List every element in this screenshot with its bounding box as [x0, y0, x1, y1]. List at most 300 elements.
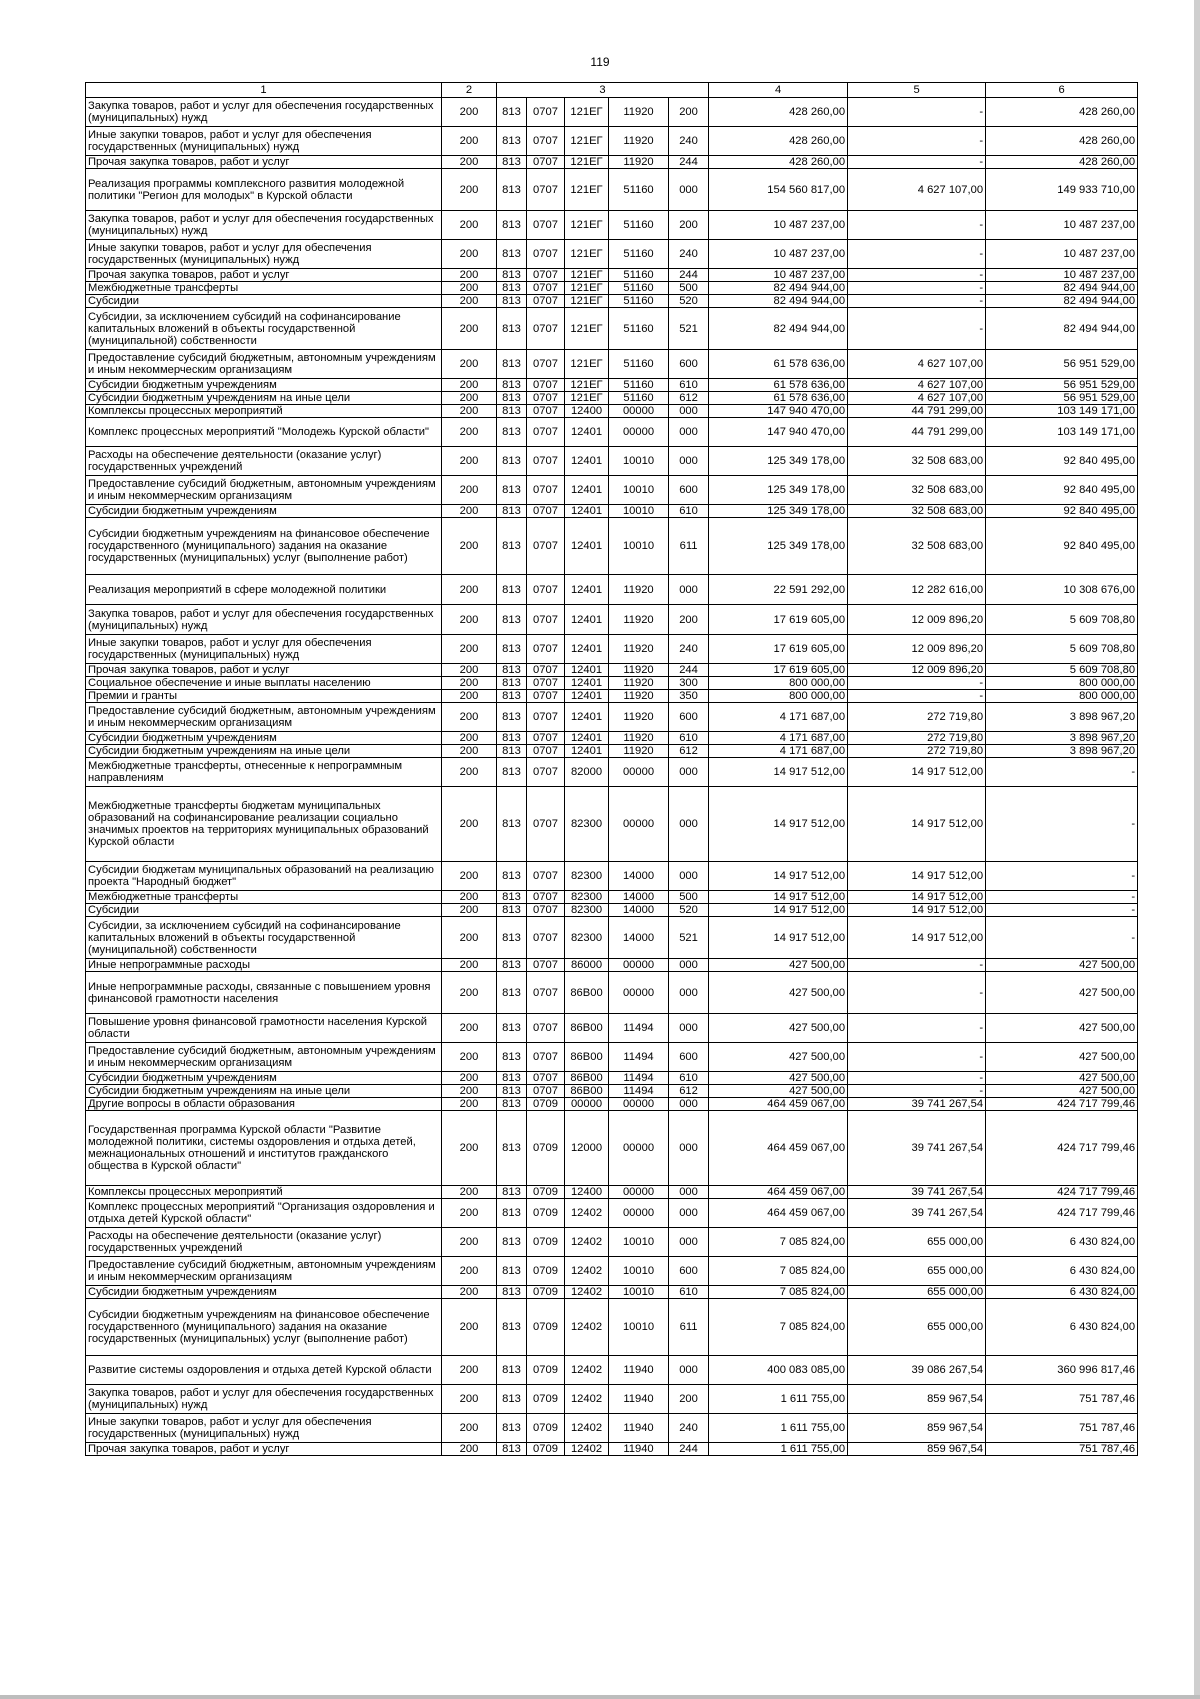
table-row [86, 240, 1138, 269]
row-code-section: 0707 [527, 379, 565, 392]
row-code-expense-type: 000 [669, 959, 709, 972]
row-value-4: 1 611 755,00 [709, 1414, 848, 1443]
row-code-2: 200 [442, 1085, 497, 1098]
table-row [86, 211, 1138, 240]
row-code-grbs: 813 [497, 269, 527, 282]
row-name: Другие вопросы в области образования [86, 1098, 442, 1111]
row-value-5: 859 967,54 [848, 1414, 986, 1443]
row-code-grbs: 813 [497, 635, 527, 664]
row-code-program: 12000 [565, 1111, 609, 1186]
row-code-2: 200 [442, 972, 497, 1014]
row-name: Субсидии, за исключением субсидий на софинансирование капитальных вложений в объекты государственной (муниципальной) собственности [86, 308, 442, 350]
row-code-direction: 10010 [609, 1299, 669, 1356]
row-value-5: - [848, 98, 986, 127]
row-code-expense-type: 000 [669, 447, 709, 476]
row-code-direction: 51160 [609, 308, 669, 350]
row-value-6: 82 494 944,00 [986, 282, 1138, 295]
row-value-4: 147 940 470,00 [709, 418, 848, 447]
table-row [86, 1385, 1138, 1414]
row-code-grbs: 813 [497, 732, 527, 745]
row-name: Субсидии бюджетам муниципальных образований на реализацию проекта "Народный бюджет" [86, 862, 442, 891]
row-value-4: 61 578 636,00 [709, 350, 848, 379]
row-value-6: 428 260,00 [986, 127, 1138, 156]
row-value-4: 427 500,00 [709, 1014, 848, 1043]
row-value-5: - [848, 690, 986, 703]
row-value-5: 39 086 267,54 [848, 1356, 986, 1385]
row-code-direction: 00000 [609, 1186, 669, 1199]
row-code-program: 121ЕГ [565, 308, 609, 350]
row-value-6: 427 500,00 [986, 1085, 1138, 1098]
row-code-section: 0707 [527, 1085, 565, 1098]
row-code-program: 121ЕГ [565, 295, 609, 308]
row-code-direction: 11920 [609, 703, 669, 732]
table-row [86, 269, 1138, 282]
row-name: Иные закупки товаров, работ и услуг для обеспечения государственных (муниципальных) нужд [86, 635, 442, 664]
row-name: Предоставление субсидий бюджетным, автономным учреждениям и иным некоммерческим организациям [86, 703, 442, 732]
row-value-5: 14 917 512,00 [848, 891, 986, 904]
row-code-direction: 11940 [609, 1443, 669, 1456]
row-name: Прочая закупка товаров, работ и услуг [86, 664, 442, 677]
row-code-grbs: 813 [497, 1286, 527, 1299]
table-row [86, 505, 1138, 518]
row-code-program: 82300 [565, 787, 609, 862]
row-value-5: - [848, 959, 986, 972]
row-code-2: 200 [442, 1098, 497, 1111]
scan-edge [1194, 0, 1200, 1699]
row-code-section: 0707 [527, 350, 565, 379]
row-name: Субсидии бюджетным учреждениям [86, 1286, 442, 1299]
row-code-direction: 11920 [609, 605, 669, 635]
row-code-expense-type: 600 [669, 1043, 709, 1072]
row-code-direction: 11920 [609, 690, 669, 703]
row-value-6: 427 500,00 [986, 1043, 1138, 1072]
row-code-expense-type: 000 [669, 575, 709, 605]
row-code-direction: 51160 [609, 350, 669, 379]
row-value-6: 424 717 799,46 [986, 1111, 1138, 1186]
row-code-section: 0707 [527, 1014, 565, 1043]
row-code-direction: 00000 [609, 758, 669, 787]
row-name: Закупка товаров, работ и услуг для обеспечения государственных (муниципальных) нужд [86, 211, 442, 240]
row-code-2: 200 [442, 1257, 497, 1286]
row-code-section: 0709 [527, 1098, 565, 1111]
row-value-6: 56 951 529,00 [986, 379, 1138, 392]
table-row [86, 295, 1138, 308]
row-value-6: 428 260,00 [986, 98, 1138, 127]
row-value-6: 92 840 495,00 [986, 447, 1138, 476]
row-value-5: - [848, 308, 986, 350]
row-code-direction: 10010 [609, 476, 669, 505]
row-value-5: - [848, 282, 986, 295]
row-code-direction: 00000 [609, 1098, 669, 1111]
row-value-5: 272 719,80 [848, 732, 986, 745]
table-row [86, 518, 1138, 575]
row-value-5: - [848, 972, 986, 1014]
row-code-expense-type: 200 [669, 98, 709, 127]
row-code-program: 12401 [565, 605, 609, 635]
table-row [86, 1414, 1138, 1443]
row-value-5: 4 627 107,00 [848, 379, 986, 392]
row-code-section: 0707 [527, 518, 565, 575]
row-name: Субсидии бюджетным учреждениям [86, 379, 442, 392]
row-code-program: 82000 [565, 758, 609, 787]
row-code-section: 0707 [527, 745, 565, 758]
row-value-4: 82 494 944,00 [709, 308, 848, 350]
row-code-grbs: 813 [497, 891, 527, 904]
row-code-grbs: 813 [497, 690, 527, 703]
row-code-grbs: 813 [497, 664, 527, 677]
row-value-5: 39 741 267,54 [848, 1199, 986, 1228]
table-row [86, 917, 1138, 959]
row-value-6: 427 500,00 [986, 959, 1138, 972]
row-code-2: 200 [442, 1072, 497, 1085]
row-code-expense-type: 244 [669, 156, 709, 169]
row-value-6: 424 717 799,46 [986, 1199, 1138, 1228]
row-value-4: 1 611 755,00 [709, 1385, 848, 1414]
row-code-program: 12401 [565, 575, 609, 605]
table-row [86, 904, 1138, 917]
row-value-6: 5 609 708,80 [986, 635, 1138, 664]
row-code-grbs: 813 [497, 518, 527, 575]
row-code-program: 12401 [565, 732, 609, 745]
row-code-program: 12402 [565, 1286, 609, 1299]
row-value-4: 428 260,00 [709, 156, 848, 169]
row-code-direction: 14000 [609, 862, 669, 891]
row-code-expense-type: 200 [669, 605, 709, 635]
row-code-2: 200 [442, 350, 497, 379]
row-code-2: 200 [442, 745, 497, 758]
header-col-6: 6 [986, 83, 1138, 98]
row-code-grbs: 813 [497, 703, 527, 732]
row-value-6: 103 149 171,00 [986, 405, 1138, 418]
row-value-5: 859 967,54 [848, 1385, 986, 1414]
row-value-5: 12 282 616,00 [848, 575, 986, 605]
row-value-5: - [848, 240, 986, 269]
row-code-expense-type: 000 [669, 787, 709, 862]
table-row [86, 605, 1138, 635]
row-value-5: 4 627 107,00 [848, 169, 986, 211]
table-row [86, 1085, 1138, 1098]
row-code-expense-type: 244 [669, 664, 709, 677]
row-value-4: 10 487 237,00 [709, 211, 848, 240]
row-code-expense-type: 240 [669, 127, 709, 156]
row-code-section: 0707 [527, 732, 565, 745]
row-name: Субсидии бюджетным учреждениям на иные цели [86, 1085, 442, 1098]
row-value-6: - [986, 904, 1138, 917]
row-code-section: 0707 [527, 447, 565, 476]
row-code-expense-type: 610 [669, 1286, 709, 1299]
row-code-2: 200 [442, 677, 497, 690]
row-name: Реализация мероприятий в сфере молодежной политики [86, 575, 442, 605]
row-code-section: 0707 [527, 1043, 565, 1072]
row-code-section: 0709 [527, 1356, 565, 1385]
row-name: Иные закупки товаров, работ и услуг для обеспечения государственных (муниципальных) нужд [86, 127, 442, 156]
row-code-grbs: 813 [497, 1257, 527, 1286]
row-value-6: 6 430 824,00 [986, 1299, 1138, 1356]
row-code-2: 200 [442, 211, 497, 240]
table-row [86, 392, 1138, 405]
row-value-5: 32 508 683,00 [848, 476, 986, 505]
row-code-2: 200 [442, 605, 497, 635]
row-code-direction: 00000 [609, 418, 669, 447]
row-code-program: 121ЕГ [565, 240, 609, 269]
row-code-section: 0707 [527, 476, 565, 505]
row-value-6: 5 609 708,80 [986, 605, 1138, 635]
table-row [86, 891, 1138, 904]
row-code-program: 86В00 [565, 1072, 609, 1085]
row-code-2: 200 [442, 1356, 497, 1385]
row-code-program: 86В00 [565, 1014, 609, 1043]
row-code-program: 12402 [565, 1443, 609, 1456]
row-value-5: 859 967,54 [848, 1443, 986, 1456]
row-code-program: 00000 [565, 1098, 609, 1111]
row-code-direction: 11940 [609, 1356, 669, 1385]
row-code-direction: 00000 [609, 787, 669, 862]
row-code-grbs: 813 [497, 418, 527, 447]
row-code-grbs: 813 [497, 1356, 527, 1385]
row-code-section: 0707 [527, 295, 565, 308]
row-code-grbs: 813 [497, 282, 527, 295]
row-code-expense-type: 521 [669, 917, 709, 959]
row-code-expense-type: 000 [669, 972, 709, 1014]
row-code-direction: 14000 [609, 891, 669, 904]
row-code-2: 200 [442, 392, 497, 405]
row-value-4: 82 494 944,00 [709, 282, 848, 295]
row-code-direction: 11940 [609, 1414, 669, 1443]
table-row [86, 1072, 1138, 1085]
row-code-expense-type: 000 [669, 169, 709, 211]
row-code-expense-type: 612 [669, 1085, 709, 1098]
row-value-5: 12 009 896,20 [848, 605, 986, 635]
row-name: Социальное обеспечение и иные выплаты населению [86, 677, 442, 690]
table-row [86, 127, 1138, 156]
row-code-program: 82300 [565, 862, 609, 891]
row-code-program: 12402 [565, 1257, 609, 1286]
header-col-3: 3 [497, 83, 709, 98]
row-value-5: 44 791 299,00 [848, 405, 986, 418]
row-value-5: - [848, 1014, 986, 1043]
row-value-4: 1 611 755,00 [709, 1443, 848, 1456]
row-code-expense-type: 000 [669, 405, 709, 418]
row-code-expense-type: 000 [669, 1228, 709, 1257]
table-row [86, 350, 1138, 379]
row-code-direction: 51160 [609, 240, 669, 269]
row-value-5: 14 917 512,00 [848, 862, 986, 891]
row-code-section: 0707 [527, 891, 565, 904]
row-code-section: 0707 [527, 575, 565, 605]
row-code-grbs: 813 [497, 127, 527, 156]
row-value-5: 272 719,80 [848, 745, 986, 758]
row-value-5: - [848, 269, 986, 282]
row-code-direction: 11920 [609, 127, 669, 156]
row-value-6: 3 898 967,20 [986, 745, 1138, 758]
header-col-5: 5 [848, 83, 986, 98]
row-value-5: 12 009 896,20 [848, 664, 986, 677]
row-code-program: 12402 [565, 1228, 609, 1257]
row-code-2: 200 [442, 169, 497, 211]
row-value-5: 14 917 512,00 [848, 758, 986, 787]
row-value-6: 82 494 944,00 [986, 308, 1138, 350]
row-value-4: 125 349 178,00 [709, 476, 848, 505]
row-code-expense-type: 200 [669, 1385, 709, 1414]
row-code-section: 0707 [527, 1072, 565, 1085]
table-row [86, 1228, 1138, 1257]
row-value-6: 424 717 799,46 [986, 1098, 1138, 1111]
row-code-section: 0709 [527, 1299, 565, 1356]
row-value-6: 10 308 676,00 [986, 575, 1138, 605]
row-value-6: 56 951 529,00 [986, 350, 1138, 379]
row-code-program: 121ЕГ [565, 211, 609, 240]
row-code-program: 82300 [565, 917, 609, 959]
row-code-2: 200 [442, 98, 497, 127]
row-code-grbs: 813 [497, 1299, 527, 1356]
row-value-4: 464 459 067,00 [709, 1098, 848, 1111]
row-value-4: 14 917 512,00 [709, 787, 848, 862]
row-code-2: 200 [442, 379, 497, 392]
row-code-2: 200 [442, 758, 497, 787]
row-code-grbs: 813 [497, 787, 527, 862]
row-code-2: 200 [442, 1186, 497, 1199]
row-code-expense-type: 000 [669, 1098, 709, 1111]
row-code-expense-type: 000 [669, 758, 709, 787]
row-value-4: 14 917 512,00 [709, 904, 848, 917]
row-code-expense-type: 300 [669, 677, 709, 690]
row-value-4: 464 459 067,00 [709, 1111, 848, 1186]
row-value-6: 149 933 710,00 [986, 169, 1138, 211]
row-code-expense-type: 000 [669, 1014, 709, 1043]
row-value-5: 655 000,00 [848, 1286, 986, 1299]
row-code-2: 200 [442, 405, 497, 418]
row-value-6: 427 500,00 [986, 972, 1138, 1014]
row-value-4: 427 500,00 [709, 1043, 848, 1072]
row-value-4: 428 260,00 [709, 127, 848, 156]
row-code-expense-type: 240 [669, 1414, 709, 1443]
row-code-grbs: 813 [497, 1228, 527, 1257]
row-value-4: 125 349 178,00 [709, 447, 848, 476]
row-code-grbs: 813 [497, 917, 527, 959]
row-code-grbs: 813 [497, 505, 527, 518]
row-code-direction: 14000 [609, 904, 669, 917]
row-code-grbs: 813 [497, 1414, 527, 1443]
row-code-program: 12401 [565, 635, 609, 664]
row-code-2: 200 [442, 635, 497, 664]
row-code-2: 200 [442, 959, 497, 972]
row-code-direction: 51160 [609, 295, 669, 308]
row-code-2: 200 [442, 904, 497, 917]
row-value-4: 10 487 237,00 [709, 240, 848, 269]
table-row [86, 690, 1138, 703]
row-name: Иные закупки товаров, работ и услуг для обеспечения государственных (муниципальных) нужд [86, 240, 442, 269]
row-value-4: 14 917 512,00 [709, 917, 848, 959]
row-code-grbs: 813 [497, 575, 527, 605]
row-code-direction: 51160 [609, 282, 669, 295]
row-code-2: 200 [442, 1014, 497, 1043]
row-code-grbs: 813 [497, 308, 527, 350]
table-row [86, 1043, 1138, 1072]
row-name: Реализация программы комплексного развития молодежной политики "Регион для молодых" в Курской области [86, 169, 442, 211]
table-row [86, 447, 1138, 476]
row-code-expense-type: 350 [669, 690, 709, 703]
row-code-direction: 11494 [609, 1085, 669, 1098]
row-name: Закупка товаров, работ и услуг для обеспечения государственных (муниципальных) нужд [86, 98, 442, 127]
row-code-section: 0707 [527, 282, 565, 295]
row-code-2: 200 [442, 308, 497, 350]
row-value-6: - [986, 917, 1138, 959]
row-code-grbs: 813 [497, 240, 527, 269]
row-code-direction: 11940 [609, 1385, 669, 1414]
row-value-4: 14 917 512,00 [709, 862, 848, 891]
row-code-direction: 00000 [609, 959, 669, 972]
row-value-4: 125 349 178,00 [709, 518, 848, 575]
row-code-expense-type: 000 [669, 862, 709, 891]
row-code-direction: 00000 [609, 1199, 669, 1228]
row-code-2: 200 [442, 917, 497, 959]
row-code-expense-type: 240 [669, 240, 709, 269]
header-col-4: 4 [709, 83, 848, 98]
row-code-2: 200 [442, 1385, 497, 1414]
row-code-direction: 11920 [609, 98, 669, 127]
header-col-1: 1 [86, 83, 442, 98]
row-code-section: 0707 [527, 635, 565, 664]
row-name: Государственная программа Курской области "Развитие молодежной политики, системы оздоровления и отдыха детей, межнациональных отношений и институтов гражданского общества в Курской области" [86, 1111, 442, 1186]
row-code-program: 121ЕГ [565, 127, 609, 156]
row-value-4: 400 083 085,00 [709, 1356, 848, 1385]
row-code-2: 200 [442, 269, 497, 282]
row-code-program: 12402 [565, 1199, 609, 1228]
row-code-direction: 11494 [609, 1014, 669, 1043]
row-value-5: - [848, 677, 986, 690]
row-code-program: 12402 [565, 1356, 609, 1385]
row-code-grbs: 813 [497, 392, 527, 405]
row-code-2: 200 [442, 447, 497, 476]
row-value-6: 92 840 495,00 [986, 518, 1138, 575]
row-value-4: 428 260,00 [709, 98, 848, 127]
row-code-expense-type: 612 [669, 745, 709, 758]
row-code-grbs: 813 [497, 295, 527, 308]
row-code-grbs: 813 [497, 1098, 527, 1111]
row-code-direction: 14000 [609, 917, 669, 959]
row-code-section: 0707 [527, 690, 565, 703]
row-name: Субсидии [86, 295, 442, 308]
row-code-section: 0707 [527, 211, 565, 240]
row-code-2: 200 [442, 787, 497, 862]
row-name: Расходы на обеспечение деятельности (оказание услуг) государственных учреждений [86, 447, 442, 476]
row-code-direction: 11920 [609, 677, 669, 690]
row-code-expense-type: 240 [669, 635, 709, 664]
row-code-expense-type: 600 [669, 350, 709, 379]
scan-edge-bottom [0, 1695, 1200, 1699]
row-value-5: - [848, 1043, 986, 1072]
table-row [86, 677, 1138, 690]
row-code-grbs: 813 [497, 379, 527, 392]
row-name: Предоставление субсидий бюджетным, автономным учреждениям и иным некоммерческим организациям [86, 1043, 442, 1072]
row-code-2: 200 [442, 1111, 497, 1186]
row-name: Межбюджетные трансферты [86, 282, 442, 295]
row-value-4: 61 578 636,00 [709, 379, 848, 392]
row-code-expense-type: 520 [669, 904, 709, 917]
row-value-5: - [848, 295, 986, 308]
row-code-expense-type: 200 [669, 211, 709, 240]
row-name: Закупка товаров, работ и услуг для обеспечения государственных (муниципальных) нужд [86, 605, 442, 635]
row-code-direction: 10010 [609, 518, 669, 575]
row-code-program: 12402 [565, 1414, 609, 1443]
row-code-section: 0707 [527, 127, 565, 156]
page-number: 119 [590, 55, 610, 69]
row-name: Субсидии бюджетным учреждениям на финансовое обеспечение государственного (муниципального) задания на оказание государственных (муниципальных) услуг (выполнение работ) [86, 518, 442, 575]
row-code-section: 0709 [527, 1385, 565, 1414]
row-code-section: 0707 [527, 703, 565, 732]
row-value-6: 92 840 495,00 [986, 476, 1138, 505]
row-code-program: 86В00 [565, 972, 609, 1014]
